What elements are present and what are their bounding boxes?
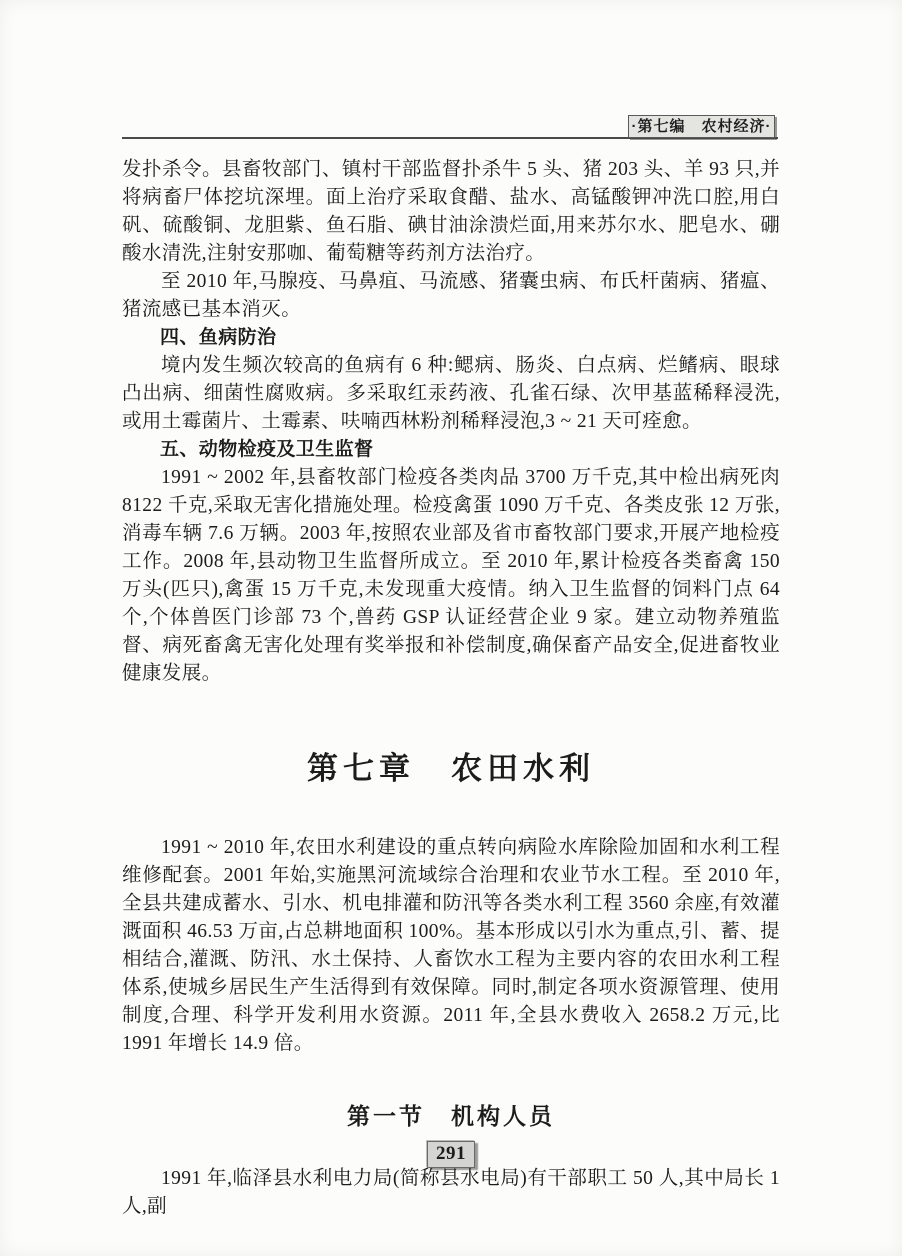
paragraph-continued: 发扑杀令。县畜牧部门、镇村干部监督扑杀牛 5 头、猪 203 头、羊 93 只,并将病畜尸体挖坑深埋。面上治疗采取食醋、盐水、高锰酸钾冲洗口腔,用白矾、硫酸铜、龙胆紫、鱼石脂、碘甘油涂溃烂面,用来苏尔水、肥皂水、硼酸水清洗,注射安那咖、葡萄糖等药剂方法治疗。 — [122, 159, 780, 264]
page-body — [122, 156, 780, 1221]
paragraph-section-first: 1991 年,临泽县水利电力局(简称县水电局)有干部职工 50 人,其中局长 1 人,副 — [122, 1168, 780, 1217]
page-number: 291 — [427, 1141, 475, 1168]
running-header-label: ·第七编 农村经济· — [631, 118, 772, 135]
paragraph-quarantine: 1991 ~ 2002 年,县畜牧部门检疫各类肉品 3700 万千克,其中检出病死肉 8122 千克,采取无害化措施处理。检疫禽蛋 1090 万千克、各类皮张 12 万张,消毒车辆 7.6 万辆。2003 年,按照农业部及省市畜牧部门要求,开展产地检疫工作。2008 年,县动物卫生监督所成立。至 2010 年,累计检疫各类畜禽 150 万头(匹只),禽蛋 15 万千克,未发现重大疫情。纳入卫生监督的饲料门点 64 个,个体兽医门诊部 73 个,兽药 GSP 认证经营企业 9 家。建立动物养殖监督、病死畜禽无害化处理有奖举报和补偿制度,确保畜产品安全,促进畜牧业健康发展。 — [122, 467, 780, 684]
subheading-fish-disease: 四、鱼病防治 — [160, 327, 277, 348]
paragraph-chapter-intro: 1991 ~ 2010 年,农田水利建设的重点转向病险水库除险加固和水利工程维修配套。2001 年始,实施黑河流域综合治理和农业节水工程。至 2010 年,全县共建成蓄水、引水、机电排灌和防汛等各类水利工程 3560 余座,有效灌溉面积 46.53 万亩,占总耕地面积 100%。基本形成以引水为重点,引、蓄、提相结合,灌溉、防汛、水土保持、人畜饮水工程为主要内容的农田水利工程体系,使城乡居民生产生活得到有效保障。同时,制定各项水资源管理、使用制度,合理、科学开发利用水资源。2011 年,全县水费收入 2658.2 万元,比 1991 年增长 14.9 倍。 — [122, 837, 780, 1054]
chapter-title: 第七章 农田水利 — [307, 751, 595, 786]
subheading-quarantine: 五、动物检疫及卫生监督 — [160, 439, 374, 460]
paragraph-fish-disease: 境内发生频次较高的鱼病有 6 种:鳃病、肠炎、白点病、烂鳍病、眼球凸出病、细菌性腐败病。多采取红汞药液、孔雀石绿、次甲基蓝稀释浸洗,或用土霉菌片、土霉素、呋喃西林粉剂稀释浸泡,3 ~ 21 天可痊愈。 — [122, 355, 780, 432]
paragraph-epidemic: 至 2010 年,马腺疫、马鼻疽、马流感、猪囊虫病、布氏杆菌病、猪瘟、猪流感已基本消灭。 — [122, 271, 780, 320]
running-header — [628, 115, 775, 138]
section-title: 第一节 机构人员 — [347, 1104, 555, 1129]
